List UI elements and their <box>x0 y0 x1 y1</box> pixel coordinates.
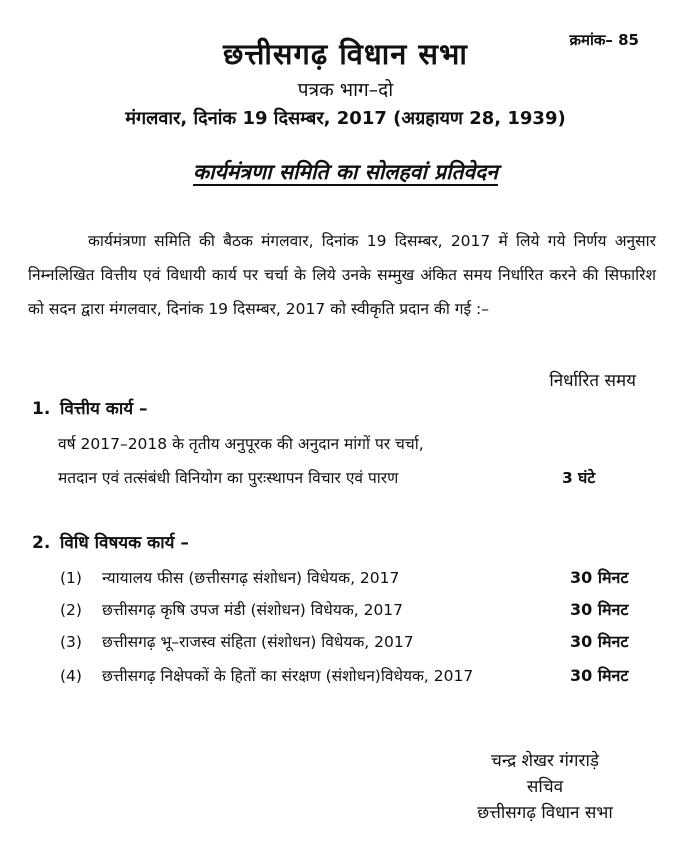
bill-index: (3) <box>60 633 82 651</box>
bill-item <box>60 664 473 686</box>
bill-title: छत्तीसगढ़ निक्षेपकों के हितों का संरक्षण (संशोधन)विधेयक, 2017 <box>102 667 474 685</box>
section-number: 1. <box>32 399 51 419</box>
bill-title: छत्तीसगढ़ भू–राजस्व संहिता (संशोधन) विधेयक, 2017 <box>102 633 414 651</box>
bill-index: (2) <box>60 601 82 619</box>
bill-duration: 30 मिनट <box>570 568 629 587</box>
bill-item <box>60 566 399 588</box>
document-date: मंगलवार, दिनांक 19 दिसम्बर, 2017 (अग्रहायण 28, 1939) <box>125 108 566 129</box>
bill-duration: 30 मिनट <box>570 632 629 651</box>
signatory-office: छत्तीसगढ़ विधान सभा <box>477 803 613 823</box>
intro-paragraph: कार्यमंत्रणा समिति की बैठक मंगलवार, दिनांक 19 दिसम्बर, 2017 में लिये गये निर्णय अनुसार निम्नलिखित वित्तीय एवं विधायी कार्य पर चर्चा के लिये उनके सम्मुख अंकित समय निर्धारित करने की सिफारिश को सदन द्वारा मंगलवार, दिनांक 19 दिसम्बर, 2017 को स्वीकृति प्रदान की गई :– <box>28 232 656 318</box>
report-heading-text: कार्यमंत्रणा समिति का सोलहवां प्रतिवेदन <box>193 160 498 184</box>
bill-duration: 30 मिनट <box>570 600 629 619</box>
bill-duration: 30 मिनट <box>570 666 629 685</box>
allotted-time-header: निर्धारित समय <box>549 371 636 391</box>
financial-duration: 3 घंटे <box>562 469 596 487</box>
section-financial-heading <box>32 396 148 419</box>
financial-item-line-2: मतदान एवं तत्संबंधी विनियोग का पुरःस्थापन विचार एवं पारण <box>58 469 399 487</box>
financial-item-line-1: वर्ष 2017–2018 के तृतीय अनुपूरक की अनुदान मांगों पर चर्चा, <box>58 435 424 453</box>
bill-index: (1) <box>60 569 82 587</box>
section-title: वित्तीय कार्य – <box>60 399 148 419</box>
report-heading <box>0 158 691 186</box>
section-title: विधि विषयक कार्य – <box>60 533 189 553</box>
bill-index: (4) <box>60 667 82 685</box>
bill-item <box>60 598 403 620</box>
bill-title: न्यायालय फीस (छत्तीसगढ़ संशोधन) विधेयक, 2017 <box>102 569 400 587</box>
serial-number: क्रमांक– 85 <box>569 31 639 49</box>
section-legislative-heading <box>32 530 189 553</box>
bill-item <box>60 630 414 652</box>
bill-title: छत्तीसगढ़ कृषि उपज मंडी (संशोधन) विधेयक, 2017 <box>102 601 404 619</box>
document-subtitle: पत्रक भाग–दो <box>297 79 394 101</box>
document-title: छत्तीसगढ़ विधान सभा <box>223 37 468 71</box>
section-number: 2. <box>32 533 51 553</box>
signatory-name: चन्द्र शेखर गंगराड़े <box>491 751 599 771</box>
signatory-designation: सचिव <box>526 777 564 797</box>
